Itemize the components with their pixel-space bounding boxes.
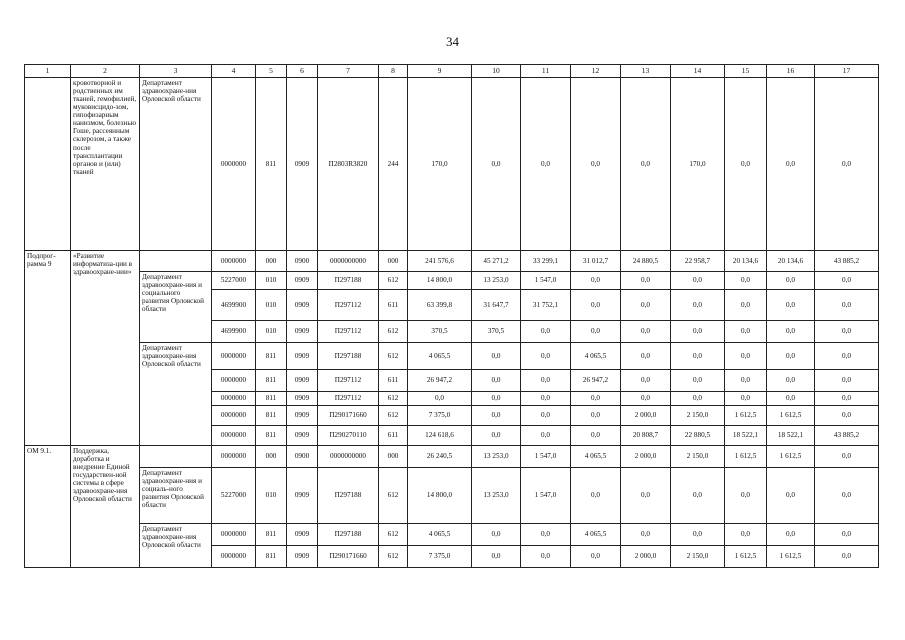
table-cell-col-6: 0909 xyxy=(287,370,318,392)
table-cell-col-11: 0,0 xyxy=(521,370,571,392)
table-cell-col-7: 0000000000 xyxy=(318,446,379,468)
table-row xyxy=(25,251,879,272)
table-cell-col-16: 0,0 xyxy=(767,468,815,524)
cell-target-text: кровотворной и родственных им тканей, гемофилией, муковисцидо-зом, гипофизарным нанизмом, болезнью Гоше, рассеянным склерозом, а также после трансплантации органов и (или) тканей xyxy=(71,78,140,251)
table-cell-col-8: 612 xyxy=(379,272,408,290)
table-cell-col-9: 170,0 xyxy=(408,78,472,251)
table-cell-col-4: 0000000 xyxy=(212,446,256,468)
table-cell-col-4: 5227000 xyxy=(212,272,256,290)
cell-executor: Департамент здравоохране-ния и социального развития Орловской области xyxy=(140,272,212,343)
table-cell-col-11: 0,0 xyxy=(521,321,571,343)
table-cell-col-9: 14 800,0 xyxy=(408,272,472,290)
table-cell-col-13: 0,0 xyxy=(621,78,671,251)
table-cell-col-9: 4 065,5 xyxy=(408,524,472,546)
table-cell-col-6: 0909 xyxy=(287,468,318,524)
table-cell-col-6: 0909 xyxy=(287,546,318,568)
subprogram-title: «Развитие информатиза-ции в здравоохране-нии» xyxy=(71,251,140,446)
table-cell-col-15: 0,0 xyxy=(725,321,767,343)
table-cell-col-10: 0,0 xyxy=(472,343,521,370)
table-cell-col-14: 170,0 xyxy=(671,78,725,251)
table-cell-col-12: 0,0 xyxy=(571,272,621,290)
table-cell-col-13: 0,0 xyxy=(621,468,671,524)
table-cell-col-9: 370,5 xyxy=(408,321,472,343)
table-cell-col-14: 0,0 xyxy=(671,290,725,321)
table-cell-col-12: 0,0 xyxy=(571,546,621,568)
table-cell-col-17: 0,0 xyxy=(815,272,879,290)
table-cell-col-15: 18 522,1 xyxy=(725,426,767,446)
table-cell-col-9: 0,0 xyxy=(408,392,472,406)
table-cell-col-7: П297188 xyxy=(318,343,379,370)
page-number: 34 xyxy=(446,34,459,49)
table-cell-col-11: 33 299,1 xyxy=(521,251,571,272)
table-cell-col-17: 0,0 xyxy=(815,546,879,568)
table-cell-col-13: 2 000,0 xyxy=(621,546,671,568)
table-cell-col-16: 0,0 xyxy=(767,78,815,251)
table-cell-col-16: 0,0 xyxy=(767,290,815,321)
cell-executor: Департамент здравоохране-ния Орловской области xyxy=(140,78,212,251)
table-row xyxy=(25,524,879,546)
table-cell-col-10: 13 253,0 xyxy=(472,272,521,290)
column-header-8: 8 xyxy=(379,65,408,78)
table-cell-col-15: 0,0 xyxy=(725,343,767,370)
table-cell-col-10: 45 271,2 xyxy=(472,251,521,272)
table-cell-col-7: П290270110 xyxy=(318,426,379,446)
table-cell-col-16: 0,0 xyxy=(767,272,815,290)
table-cell-col-8: 611 xyxy=(379,370,408,392)
table-cell-col-10: 0,0 xyxy=(472,78,521,251)
table-row xyxy=(25,78,879,251)
table-cell-col-4: 0000000 xyxy=(212,78,256,251)
table-cell-col-6: 0909 xyxy=(287,290,318,321)
table-cell-col-5: 000 xyxy=(256,251,287,272)
table-cell-col-17: 0,0 xyxy=(815,343,879,370)
table-row xyxy=(25,468,879,524)
column-header-4: 4 xyxy=(212,65,256,78)
table-cell-col-12: 0,0 xyxy=(571,321,621,343)
table-cell-col-15: 0,0 xyxy=(725,78,767,251)
cell-executor: Департамент здравоохране-ния Орловской области xyxy=(140,524,212,568)
column-header-3: 3 xyxy=(140,65,212,78)
table-cell-col-8: 244 xyxy=(379,78,408,251)
table-cell-col-9: 26 947,2 xyxy=(408,370,472,392)
table-cell-col-4: 0000000 xyxy=(212,251,256,272)
table-cell-col-8: 612 xyxy=(379,321,408,343)
table-cell-col-9: 26 240,5 xyxy=(408,446,472,468)
table-cell-col-5: 811 xyxy=(256,524,287,546)
table-cell-col-14: 0,0 xyxy=(671,392,725,406)
table-cell-col-10: 0,0 xyxy=(472,392,521,406)
table-cell-col-10: 0,0 xyxy=(472,370,521,392)
column-header-1: 1 xyxy=(25,65,71,78)
table-cell-col-17: 0,0 xyxy=(815,392,879,406)
table-cell-col-7: 0000000000 xyxy=(318,251,379,272)
header-row xyxy=(25,65,879,78)
table-cell-col-17: 0,0 xyxy=(815,406,879,426)
cell-executor-empty xyxy=(140,446,212,468)
table-cell-col-15: 0,0 xyxy=(725,468,767,524)
table-cell-col-14: 0,0 xyxy=(671,272,725,290)
table-cell-col-17: 0,0 xyxy=(815,290,879,321)
table-cell-col-15: 20 134,6 xyxy=(725,251,767,272)
column-header-13: 13 xyxy=(621,65,671,78)
table-cell-col-12: 0,0 xyxy=(571,468,621,524)
table-cell-col-11: 0,0 xyxy=(521,546,571,568)
table-cell-col-17: 0,0 xyxy=(815,78,879,251)
table-cell-col-7: П297188 xyxy=(318,524,379,546)
column-header-10: 10 xyxy=(472,65,521,78)
table-cell-col-14: 22 958,7 xyxy=(671,251,725,272)
table-row xyxy=(25,446,879,468)
table-cell-col-5: 811 xyxy=(256,546,287,568)
table-cell-col-9: 124 618,6 xyxy=(408,426,472,446)
column-header-6: 6 xyxy=(287,65,318,78)
table-cell-col-14: 0,0 xyxy=(671,468,725,524)
table-cell-col-13: 20 808,7 xyxy=(621,426,671,446)
table-cell-col-11: 1 547,0 xyxy=(521,272,571,290)
cell-col-1-empty xyxy=(25,78,71,251)
table-cell-col-12: 31 012,7 xyxy=(571,251,621,272)
table-cell-col-11: 0,0 xyxy=(521,392,571,406)
table-cell-col-9: 7 375,0 xyxy=(408,406,472,426)
table-cell-col-10: 0,0 xyxy=(472,406,521,426)
budget-table xyxy=(24,64,879,568)
subprogram-number: Подпрог-рамма 9 xyxy=(25,251,71,446)
table-cell-col-10: 31 647,7 xyxy=(472,290,521,321)
table-cell-col-6: 0909 xyxy=(287,406,318,426)
column-header-17: 17 xyxy=(815,65,879,78)
table-cell-col-8: 612 xyxy=(379,406,408,426)
column-header-12: 12 xyxy=(571,65,621,78)
table-cell-col-13: 0,0 xyxy=(621,272,671,290)
table-cell-col-6: 0909 xyxy=(287,524,318,546)
column-header-15: 15 xyxy=(725,65,767,78)
table-cell-col-8: 612 xyxy=(379,524,408,546)
column-header-9: 9 xyxy=(408,65,472,78)
table-cell-col-11: 0,0 xyxy=(521,343,571,370)
table-cell-col-6: 0909 xyxy=(287,321,318,343)
table-cell-col-5: 811 xyxy=(256,392,287,406)
table-cell-col-7: П297188 xyxy=(318,468,379,524)
table-cell-col-14: 2 150,0 xyxy=(671,546,725,568)
table-cell-col-12: 0,0 xyxy=(571,406,621,426)
table-cell-col-6: 0909 xyxy=(287,392,318,406)
table-cell-col-7: П290171660 xyxy=(318,546,379,568)
cell-executor: Департамент здравоохране-ния Орловской области xyxy=(140,343,212,446)
table-cell-col-17: 0,0 xyxy=(815,446,879,468)
table-cell-col-6: 0909 xyxy=(287,78,318,251)
table-cell-col-17: 0,0 xyxy=(815,321,879,343)
table-cell-col-14: 0,0 xyxy=(671,370,725,392)
table-cell-col-5: 811 xyxy=(256,78,287,251)
table-cell-col-7: П297112 xyxy=(318,370,379,392)
table-cell-col-12: 0,0 xyxy=(571,290,621,321)
table-cell-col-6: 0909 xyxy=(287,272,318,290)
table-cell-col-12: 0,0 xyxy=(571,426,621,446)
table-cell-col-15: 0,0 xyxy=(725,272,767,290)
measure-number: ОМ 9.1. xyxy=(25,446,71,568)
cell-executor-empty xyxy=(140,251,212,272)
table-cell-col-8: 611 xyxy=(379,290,408,321)
table-cell-col-12: 4 065,5 xyxy=(571,446,621,468)
table-cell-col-14: 22 880,5 xyxy=(671,426,725,446)
table-cell-col-9: 241 576,6 xyxy=(408,251,472,272)
table-cell-col-11: 1 547,0 xyxy=(521,468,571,524)
table-row xyxy=(25,272,879,290)
table-cell-col-8: 611 xyxy=(379,426,408,446)
table-cell-col-12: 4 065,5 xyxy=(571,343,621,370)
table-cell-col-5: 811 xyxy=(256,343,287,370)
table-cell-col-10: 13 253,0 xyxy=(472,468,521,524)
table-cell-col-5: 010 xyxy=(256,468,287,524)
table-cell-col-8: 612 xyxy=(379,468,408,524)
table-cell-col-4: 0000000 xyxy=(212,546,256,568)
table-cell-col-12: 0,0 xyxy=(571,78,621,251)
column-header-16: 16 xyxy=(767,65,815,78)
table-cell-col-5: 010 xyxy=(256,321,287,343)
table-cell-col-13: 2 000,0 xyxy=(621,446,671,468)
table-cell-col-5: 000 xyxy=(256,446,287,468)
table-cell-col-5: 010 xyxy=(256,290,287,321)
table-cell-col-17: 43 885,2 xyxy=(815,426,879,446)
table-row xyxy=(25,343,879,370)
table-cell-col-6: 0909 xyxy=(287,343,318,370)
table-cell-col-10: 0,0 xyxy=(472,426,521,446)
table-cell-col-12: 0,0 xyxy=(571,392,621,406)
table-cell-col-6: 0900 xyxy=(287,446,318,468)
table-cell-col-9: 63 399,8 xyxy=(408,290,472,321)
table-cell-col-16: 18 522,1 xyxy=(767,426,815,446)
table-cell-col-17: 0,0 xyxy=(815,468,879,524)
table-cell-col-16: 20 134,6 xyxy=(767,251,815,272)
table-cell-col-12: 4 065,5 xyxy=(571,524,621,546)
table-cell-col-11: 1 547,0 xyxy=(521,446,571,468)
table-cell-col-4: 0000000 xyxy=(212,343,256,370)
table-cell-col-5: 811 xyxy=(256,426,287,446)
table-cell-col-14: 2 150,0 xyxy=(671,406,725,426)
table-cell-col-16: 1 612,5 xyxy=(767,406,815,426)
table-cell-col-8: 000 xyxy=(379,251,408,272)
table-cell-col-16: 1 612,5 xyxy=(767,446,815,468)
table-cell-col-15: 1 612,5 xyxy=(725,546,767,568)
table-cell-col-8: 000 xyxy=(379,446,408,468)
table-cell-col-4: 0000000 xyxy=(212,406,256,426)
cell-executor: Департамент здравоохране-ния и социаль-ного развития Орловской области xyxy=(140,468,212,524)
table-cell-col-16: 0,0 xyxy=(767,343,815,370)
table-cell-col-9: 4 065,5 xyxy=(408,343,472,370)
table-cell-col-10: 0,0 xyxy=(472,546,521,568)
table-cell-col-7: П2803R3820 xyxy=(318,78,379,251)
table-cell-col-4: 0000000 xyxy=(212,370,256,392)
table-cell-col-17: 0,0 xyxy=(815,370,879,392)
table-cell-col-13: 2 000,0 xyxy=(621,406,671,426)
column-header-14: 14 xyxy=(671,65,725,78)
table-cell-col-4: 0000000 xyxy=(212,426,256,446)
column-header-7: 7 xyxy=(318,65,379,78)
table-cell-col-14: 0,0 xyxy=(671,524,725,546)
table-cell-col-13: 0,0 xyxy=(621,321,671,343)
table-cell-col-4: 0000000 xyxy=(212,392,256,406)
table-cell-col-5: 010 xyxy=(256,272,287,290)
table-cell-col-13: 0,0 xyxy=(621,343,671,370)
column-header-11: 11 xyxy=(521,65,571,78)
table-body xyxy=(25,78,879,568)
table-cell-col-16: 0,0 xyxy=(767,524,815,546)
table-cell-col-6: 0909 xyxy=(287,426,318,446)
table-cell-col-15: 0,0 xyxy=(725,524,767,546)
column-header-2: 2 xyxy=(71,65,140,78)
table-cell-col-15: 1 612,5 xyxy=(725,446,767,468)
table-cell-col-5: 811 xyxy=(256,370,287,392)
table-cell-col-6: 0900 xyxy=(287,251,318,272)
table-cell-col-13: 0,0 xyxy=(621,392,671,406)
table-cell-col-17: 43 885,2 xyxy=(815,251,879,272)
table-cell-col-5: 811 xyxy=(256,406,287,426)
table-cell-col-4: 5227000 xyxy=(212,468,256,524)
table-cell-col-16: 0,0 xyxy=(767,321,815,343)
table-cell-col-9: 7 375,0 xyxy=(408,546,472,568)
table-cell-col-4: 4699900 xyxy=(212,290,256,321)
table-cell-col-13: 0,0 xyxy=(621,370,671,392)
table-cell-col-15: 0,0 xyxy=(725,370,767,392)
table-cell-col-15: 0,0 xyxy=(725,392,767,406)
table-cell-col-7: П297112 xyxy=(318,290,379,321)
table-cell-col-9: 14 800,0 xyxy=(408,468,472,524)
table-cell-col-15: 1 612,5 xyxy=(725,406,767,426)
table-cell-col-14: 0,0 xyxy=(671,343,725,370)
table-cell-col-8: 612 xyxy=(379,343,408,370)
table-cell-col-10: 13 253,0 xyxy=(472,446,521,468)
table-cell-col-14: 2 150,0 xyxy=(671,446,725,468)
table-cell-col-7: П297112 xyxy=(318,321,379,343)
table-cell-col-16: 1 612,5 xyxy=(767,546,815,568)
table-cell-col-11: 0,0 xyxy=(521,426,571,446)
table-cell-col-11: 0,0 xyxy=(521,406,571,426)
table-cell-col-12: 26 947,2 xyxy=(571,370,621,392)
table-cell-col-14: 0,0 xyxy=(671,321,725,343)
table-cell-col-11: 0,0 xyxy=(521,524,571,546)
measure-title: Поддержка, доработка и внедрение Единой государствен-ной системы в сфере здравоохране-ния Орловской области xyxy=(71,446,140,568)
table-cell-col-8: 612 xyxy=(379,546,408,568)
table-cell-col-10: 370,5 xyxy=(472,321,521,343)
table-cell-col-15: 0,0 xyxy=(725,290,767,321)
table-cell-col-13: 0,0 xyxy=(621,290,671,321)
table-cell-col-17: 0,0 xyxy=(815,524,879,546)
table-cell-col-11: 31 752,1 xyxy=(521,290,571,321)
table-cell-col-16: 0,0 xyxy=(767,392,815,406)
table-cell-col-8: 612 xyxy=(379,392,408,406)
table-cell-col-10: 0,0 xyxy=(472,524,521,546)
table-cell-col-11: 0,0 xyxy=(521,78,571,251)
table-cell-col-16: 0,0 xyxy=(767,370,815,392)
table-cell-col-4: 4699900 xyxy=(212,321,256,343)
table-cell-col-7: П297188 xyxy=(318,272,379,290)
table-cell-col-7: П297112 xyxy=(318,392,379,406)
column-number-header xyxy=(25,65,879,78)
table-cell-col-4: 0000000 xyxy=(212,524,256,546)
column-header-5: 5 xyxy=(256,65,287,78)
table-cell-col-13: 0,0 xyxy=(621,524,671,546)
table-cell-col-7: П290171660 xyxy=(318,406,379,426)
table-cell-col-13: 24 880,5 xyxy=(621,251,671,272)
